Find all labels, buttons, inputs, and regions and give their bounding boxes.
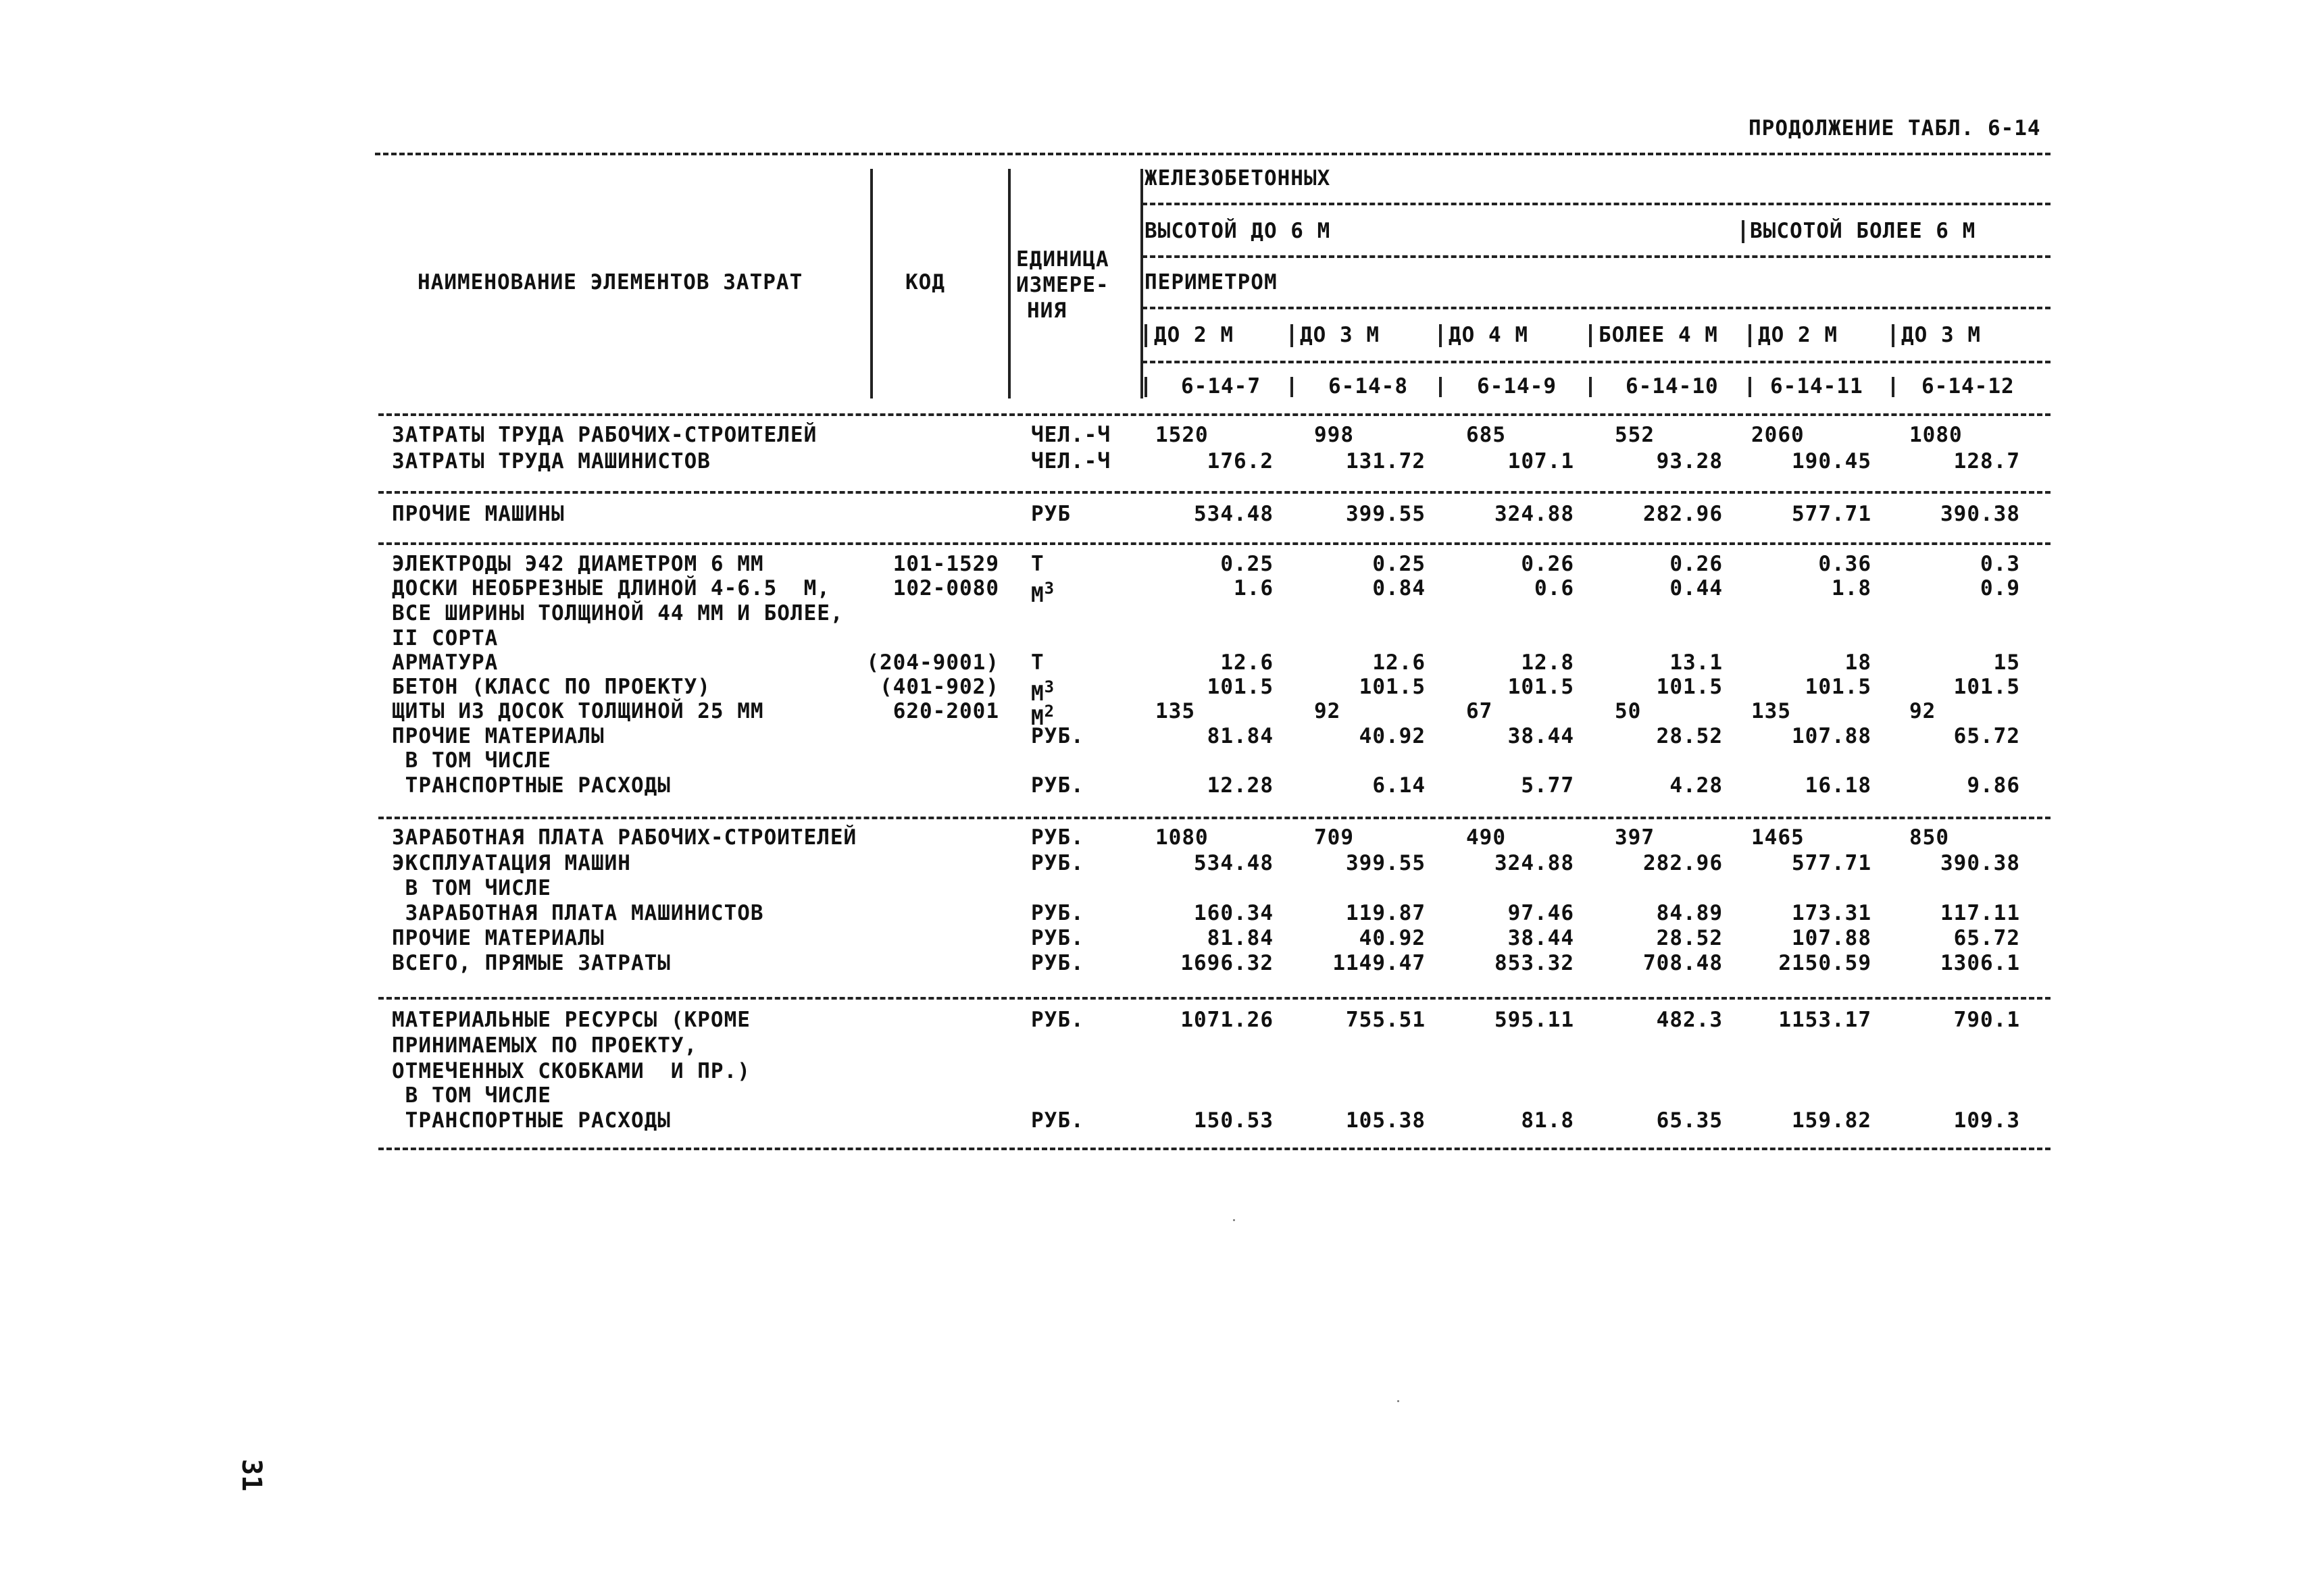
row-value: 160.34 [1194, 901, 1274, 925]
row-unit: РУБ. [1031, 773, 1084, 798]
row-value: 399.55 [1346, 502, 1426, 526]
row-value: 40.92 [1359, 724, 1426, 748]
row-value: 12.6 [1372, 650, 1426, 675]
row-value: 998 [1314, 423, 1354, 447]
row-value: 135 [1155, 699, 1195, 723]
header-code-divider [1290, 377, 1293, 397]
row-value: 390.38 [1940, 502, 2020, 526]
row-value: 65.35 [1656, 1108, 1723, 1133]
row-value: 28.52 [1656, 724, 1723, 748]
row-value: 4.28 [1669, 773, 1723, 798]
row-value: 107.88 [1792, 926, 1871, 950]
row-name: ЗАРАБОТНАЯ ПЛАТА МАШИНИСТОВ [392, 901, 764, 925]
section-rule-4 [378, 997, 2051, 1000]
row-value: 128.7 [1953, 449, 2020, 473]
header-code-1: 6-14-7 [1181, 374, 1261, 398]
row-name: ДОСКИ НЕОБРЕЗНЫЕ ДЛИНОЙ 4-6.5 М, [392, 576, 830, 600]
row-value: 853.32 [1494, 951, 1574, 975]
row-value: 0.25 [1220, 552, 1274, 576]
row-value: 101.5 [1656, 675, 1723, 699]
row-value: 577.71 [1792, 502, 1871, 526]
row-value: 9.86 [1967, 773, 2020, 798]
header-rule-4 [1142, 361, 2051, 363]
header-height-low: ВЫСОТОЙ ДО 6 М [1145, 219, 1331, 243]
header-code-divider [1145, 377, 1147, 397]
header-perimeter-2: ДО 3 М [1300, 323, 1380, 347]
header-rule-2 [1142, 255, 2051, 258]
row-value: 577.71 [1792, 851, 1871, 875]
row-code: 101-1529 [892, 552, 999, 576]
header-perimeter-divider [1145, 324, 1147, 347]
row-name: АРМАТУРА [392, 650, 499, 675]
row-value: 390.38 [1940, 851, 2020, 875]
row-value: 1696.32 [1180, 951, 1274, 975]
row-name: ВСЕ ШИРИНЫ ТОЛЩИНОЙ 44 ММ И БОЛЕЕ, [392, 601, 844, 625]
header-rule-1 [1142, 203, 2051, 205]
header-perimeter-divider [1589, 324, 1592, 347]
row-value: 2060 [1751, 423, 1805, 447]
row-value: 105.38 [1346, 1108, 1426, 1133]
row-name: В ТОМ ЧИСЛЕ [392, 748, 551, 773]
row-value: 81.8 [1521, 1108, 1574, 1133]
row-value: 12.6 [1220, 650, 1274, 675]
row-unit: РУБ. [1031, 851, 1084, 875]
row-unit: РУБ. [1031, 724, 1084, 748]
row-value: 282.96 [1643, 502, 1723, 526]
header-perimeter-3: ДО 4 М [1449, 323, 1528, 347]
row-value: 755.51 [1346, 1008, 1426, 1032]
row-value: 324.88 [1494, 502, 1574, 526]
row-value: 159.82 [1792, 1108, 1871, 1133]
row-name: ПРОЧИЕ МАШИНЫ [392, 502, 565, 526]
header-code-2: 6-14-8 [1328, 374, 1408, 398]
row-unit: $М^2$ [1031, 702, 1055, 730]
row-value: 40.92 [1359, 926, 1426, 950]
row-value: 1080 [1155, 825, 1209, 850]
row-value: 595.11 [1494, 1008, 1574, 1032]
row-value: 93.28 [1656, 449, 1723, 473]
row-value: 1153.17 [1778, 1008, 1871, 1032]
row-value: 0.26 [1669, 552, 1723, 576]
header-unit-line-3: НИЯ [1027, 299, 1067, 323]
header-code-divider [1589, 377, 1592, 397]
row-value: 399.55 [1346, 851, 1426, 875]
header-height-divider [1742, 220, 1744, 243]
section-rule-1 [378, 491, 2051, 494]
row-value: 534.48 [1194, 851, 1274, 875]
row-value: 0.84 [1372, 576, 1426, 600]
row-value: 5.77 [1521, 773, 1574, 798]
row-value: 13.1 [1669, 650, 1723, 675]
row-name: ОТМЕЧЕННЫХ СКОБКАМИ И ПР.) [392, 1059, 751, 1083]
row-value: 18 [1844, 650, 1871, 675]
row-name: МАТЕРИАЛЬНЫЕ РЕСУРСЫ (КРОМЕ [392, 1008, 751, 1032]
row-value: 0.36 [1818, 552, 1871, 576]
section-rule-2 [378, 542, 2051, 545]
row-name: ЗАТРАТЫ ТРУДА МАШИНИСТОВ [392, 449, 711, 473]
row-name: В ТОМ ЧИСЛЕ [392, 876, 551, 900]
header-code-4: 6-14-10 [1626, 374, 1719, 398]
row-value: 397 [1615, 825, 1655, 850]
header-perimeter-divider [1749, 324, 1751, 347]
row-value: 552 [1615, 423, 1655, 447]
row-value: 1149.47 [1332, 951, 1426, 975]
header-name-column: НАИМЕНОВАНИЕ ЭЛЕМЕНТОВ ЗАТРАТ [418, 270, 803, 294]
row-value: 67 [1466, 699, 1493, 723]
row-value: 107.88 [1792, 724, 1871, 748]
header-height-high: ВЫСОТОЙ БОЛЕЕ 6 М [1750, 219, 1976, 243]
header-divider-unit [1008, 169, 1011, 398]
row-value: 1080 [1909, 423, 1963, 447]
row-name: ТРАНСПОРТНЫЕ РАСХОДЫ [392, 1108, 671, 1133]
row-unit: РУБ. [1031, 1008, 1084, 1032]
row-value: 0.3 [1980, 552, 2020, 576]
header-perimeter-6: ДО 3 М [1901, 323, 1981, 347]
header-code-divider [1892, 377, 1894, 397]
row-value: 107.1 [1507, 449, 1574, 473]
row-value: 1.8 [1832, 576, 1871, 600]
header-unit-line-1: ЕДИНИЦА [1016, 247, 1109, 272]
row-value: 28.52 [1656, 926, 1723, 950]
header-rule-3 [1142, 307, 2051, 309]
row-value: 119.87 [1346, 901, 1426, 925]
row-name: ЗАРАБОТНАЯ ПЛАТА РАБОЧИХ-СТРОИТЕЛЕЙ [392, 825, 857, 850]
row-value: 92 [1314, 699, 1341, 723]
row-name: ВСЕГО, ПРЯМЫЕ ЗАТРАТЫ [392, 951, 671, 975]
row-value: 6.14 [1372, 773, 1426, 798]
row-code: (401-902) [880, 675, 999, 699]
row-unit: $М^3$ [1031, 579, 1055, 607]
header-left-bar [1140, 169, 1143, 398]
row-value: 482.3 [1656, 1008, 1723, 1032]
row-value: 15 [1993, 650, 2020, 675]
row-value: 101.5 [1207, 675, 1274, 699]
row-value: 1.6 [1234, 576, 1274, 600]
row-value: 324.88 [1494, 851, 1574, 875]
row-value: 16.18 [1805, 773, 1871, 798]
row-value: 101.5 [1507, 675, 1574, 699]
row-value: 38.44 [1507, 724, 1574, 748]
row-value: 12.28 [1207, 773, 1274, 798]
row-value: 708.48 [1643, 951, 1723, 975]
row-value: 490 [1466, 825, 1506, 850]
row-value: 0.6 [1534, 576, 1574, 600]
header-code-divider [1749, 377, 1751, 397]
row-value: 92 [1909, 699, 1936, 723]
row-value: 534.48 [1194, 502, 1274, 526]
header-code-divider [1439, 377, 1442, 397]
row-value: 117.11 [1940, 901, 2020, 925]
header-perimeter-4: БОЛЕЕ 4 М [1599, 323, 1718, 347]
row-code: 620-2001 [892, 699, 999, 723]
row-unit: РУБ. [1031, 1108, 1084, 1133]
row-value: 135 [1751, 699, 1791, 723]
header-perimeter-divider [1892, 324, 1894, 347]
header-perimeter-label: ПЕРИМЕТРОМ [1145, 270, 1278, 294]
row-value: 685 [1466, 423, 1506, 447]
header-perimeter-divider [1290, 324, 1293, 347]
row-value: 0.25 [1372, 552, 1426, 576]
row-name: ЩИТЫ ИЗ ДОСОК ТОЛЩИНОЙ 25 ММ [392, 699, 764, 723]
table-caption: ПРОДОЛЖЕНИЕ ТАБЛ. 6-14 [1749, 116, 2041, 140]
row-code: (204-9001) [866, 650, 999, 675]
row-name: ПРИНИМАЕМЫХ ПО ПРОЕКТУ, [392, 1033, 698, 1058]
header-code-column: КОД [905, 270, 945, 294]
header-code-3: 6-14-9 [1477, 374, 1557, 398]
header-code-6: 6-14-12 [1921, 374, 2015, 398]
header-group-label: ЖЕЛЕЗОБЕТОННЫХ [1145, 166, 1331, 190]
row-value: 81.84 [1207, 926, 1274, 950]
row-value: 709 [1314, 825, 1354, 850]
row-value: 101.5 [1953, 675, 2020, 699]
row-unit: РУБ [1031, 502, 1071, 526]
row-unit: РУБ. [1031, 951, 1084, 975]
row-value: 131.72 [1346, 449, 1426, 473]
row-code: 102-0080 [892, 576, 999, 600]
section-rule-3 [378, 817, 2051, 819]
row-unit: ЧЕЛ.-Ч [1031, 423, 1111, 447]
row-value: 97.46 [1507, 901, 1574, 925]
row-value: 176.2 [1207, 449, 1274, 473]
header-divider-code [870, 169, 873, 398]
row-value: 84.89 [1656, 901, 1723, 925]
row-name: ПРОЧИЕ МАТЕРИАЛЫ [392, 724, 605, 748]
row-value: 0.9 [1980, 576, 2020, 600]
row-unit: Т [1031, 552, 1045, 576]
row-name: ЗАТРАТЫ ТРУДА РАБОЧИХ-СТРОИТЕЛЕЙ [392, 423, 818, 447]
row-value: 12.8 [1521, 650, 1574, 675]
row-value: 65.72 [1953, 724, 2020, 748]
row-value: 190.45 [1792, 449, 1871, 473]
row-value: 0.44 [1669, 576, 1723, 600]
top-rule [375, 153, 2051, 155]
row-value: 1465 [1751, 825, 1805, 850]
row-value: 65.72 [1953, 926, 2020, 950]
row-unit: РУБ. [1031, 926, 1084, 950]
row-value: 109.3 [1953, 1108, 2020, 1133]
scan-speck [1397, 1400, 1399, 1402]
page-number: 31 [236, 1459, 267, 1492]
row-value: 1071.26 [1180, 1008, 1274, 1032]
header-bottom-rule [378, 413, 2051, 416]
row-value: 173.31 [1792, 901, 1871, 925]
row-value: 101.5 [1805, 675, 1871, 699]
row-name: ПРОЧИЕ МАТЕРИАЛЫ [392, 926, 605, 950]
row-name: II СОРТА [392, 626, 499, 650]
row-value: 850 [1909, 825, 1949, 850]
row-unit: ЧЕЛ.-Ч [1031, 449, 1111, 473]
header-perimeter-1: ДО 2 М [1154, 323, 1234, 347]
row-unit: РУБ. [1031, 901, 1084, 925]
row-value: 38.44 [1507, 926, 1574, 950]
row-unit: РУБ. [1031, 825, 1084, 850]
row-name: БЕТОН (КЛАСС ПО ПРОЕКТУ) [392, 675, 711, 699]
row-value: 790.1 [1953, 1008, 2020, 1032]
scan-speck [1233, 1219, 1235, 1221]
row-unit: $М^3$ [1031, 677, 1055, 706]
row-name: ТРАНСПОРТНЫЕ РАСХОДЫ [392, 773, 671, 798]
row-value: 50 [1615, 699, 1642, 723]
row-value: 81.84 [1207, 724, 1274, 748]
row-value: 1306.1 [1940, 951, 2020, 975]
row-name: В ТОМ ЧИСЛЕ [392, 1083, 551, 1108]
row-unit: Т [1031, 650, 1045, 675]
header-perimeter-5: ДО 2 М [1758, 323, 1838, 347]
row-name: ЭКСПЛУАТАЦИЯ МАШИН [392, 851, 631, 875]
row-value: 2150.59 [1778, 951, 1871, 975]
row-value: 150.53 [1194, 1108, 1274, 1133]
row-value: 1520 [1155, 423, 1209, 447]
row-value: 0.26 [1521, 552, 1574, 576]
row-value: 101.5 [1359, 675, 1426, 699]
header-unit-line-2: ИЗМЕРЕ- [1016, 273, 1109, 297]
bottom-rule [378, 1148, 2051, 1150]
header-perimeter-divider [1439, 324, 1442, 347]
row-value: 282.96 [1643, 851, 1723, 875]
header-code-5: 6-14-11 [1770, 374, 1863, 398]
row-name: ЭЛЕКТРОДЫ Э42 ДИАМЕТРОМ 6 ММ [392, 552, 764, 576]
